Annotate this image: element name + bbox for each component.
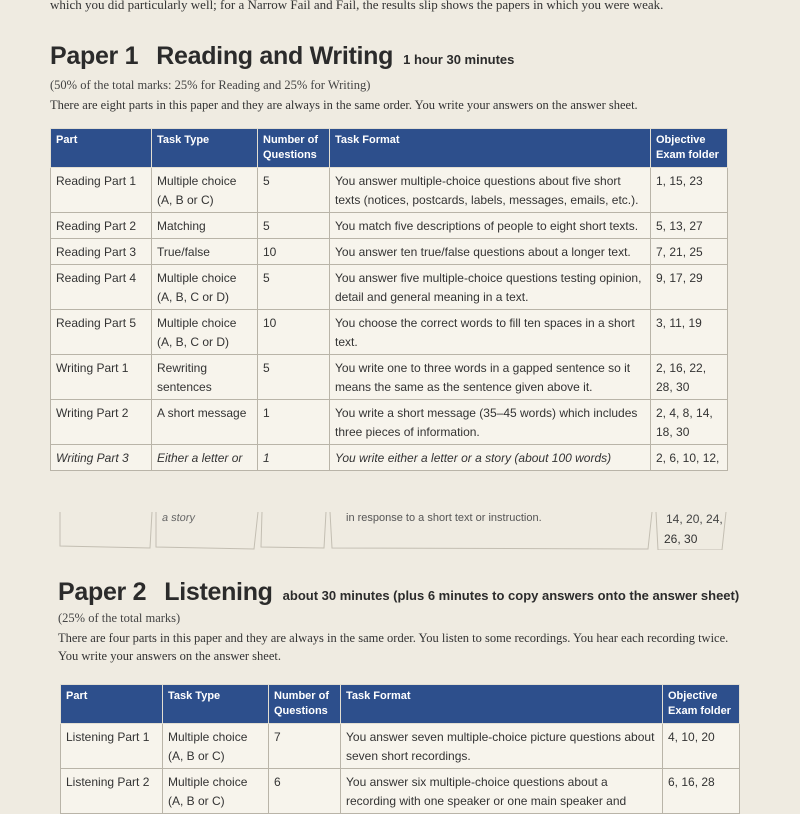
- cell-task-type: Rewriting sentences: [152, 355, 258, 400]
- cell-questions: 10: [258, 239, 330, 265]
- header-exam-folder: Objective Exam folder: [663, 685, 740, 724]
- header-task-type: Task Type: [163, 685, 269, 724]
- cell-questions: 1: [258, 400, 330, 445]
- cell-folder: 3, 11, 19: [651, 310, 728, 355]
- cell-format: You choose the correct words to fill ten spaces in a short text.: [330, 310, 651, 355]
- cell-format: You answer ten true/false questions about a longer text.: [330, 239, 651, 265]
- paper2-description: There are four parts in this paper and they are always in the same order. You listen to some recordings. You hear each recording twice. You write your answers on the answer sheet.: [58, 631, 729, 663]
- table-row: [51, 445, 728, 471]
- paper1-table-header: [51, 129, 728, 168]
- torn-table-fragment: [58, 510, 728, 550]
- cell-part: Listening Part 1: [61, 724, 163, 769]
- cell-task-type: Matching: [152, 213, 258, 239]
- cell-format: You write either a letter or a story (about 100 words): [330, 445, 651, 471]
- cell-folder: 9, 17, 29: [651, 265, 728, 310]
- table-row: [51, 310, 728, 355]
- cell-questions: 1: [258, 445, 330, 471]
- cell-part: Reading Part 2: [51, 213, 152, 239]
- cell-task-type: Multiple choice (A, B or C): [163, 769, 269, 814]
- cell-questions: 5: [258, 168, 330, 213]
- paper2-table: [60, 684, 740, 814]
- cell-format: You answer multiple-choice questions about five short texts (notices, postcards, labels, messages, emails, etc.).: [330, 168, 651, 213]
- cell-format: You write a short message (35–45 words) which includes three pieces of information.: [330, 400, 651, 445]
- cell-questions: 7: [269, 724, 341, 769]
- cell-task-type: Multiple choice (A, B or C): [152, 168, 258, 213]
- torn-task-type: a story: [161, 512, 196, 524]
- paper1-description: There are eight parts in this paper and they are always in the same order. You write your answers on the answer sheet.: [50, 98, 638, 112]
- header-number-of-questions: Number of Questions: [258, 129, 330, 168]
- cell-part: Reading Part 1: [51, 168, 152, 213]
- paper2-name: Listening: [164, 578, 273, 606]
- cell-folder: 2, 6, 10, 12,: [651, 445, 728, 471]
- table-row: [51, 239, 728, 265]
- header-part: Part: [51, 129, 152, 168]
- table-row: [51, 168, 728, 213]
- paper2-marks-note: (25% of the total marks): [58, 611, 181, 625]
- paper1-marks-note: (50% of the total marks: 25% for Reading and 25% for Writing): [50, 78, 371, 92]
- cell-folder: 2, 4, 8, 14, 18, 30: [651, 400, 728, 445]
- cell-part: Reading Part 4: [51, 265, 152, 310]
- cell-task-type: A short message: [152, 400, 258, 445]
- cell-task-type: True/false: [152, 239, 258, 265]
- header-task-format: Task Format: [330, 129, 651, 168]
- cell-questions: 10: [258, 310, 330, 355]
- cell-questions: 6: [269, 769, 341, 814]
- header-task-format: Task Format: [341, 685, 663, 724]
- cell-part: Writing Part 2: [51, 400, 152, 445]
- cell-format: You answer six multiple-choice questions about a recording with one speaker or one main speaker and: [341, 769, 663, 814]
- cell-task-type: Either a letter or: [152, 445, 258, 471]
- cell-task-type: Multiple choice (A, B, C or D): [152, 265, 258, 310]
- cell-part: Listening Part 2: [61, 769, 163, 814]
- header-part: Part: [61, 685, 163, 724]
- paper1-duration: 1 hour 30 minutes: [403, 52, 515, 67]
- cell-format: You answer five multiple-choice questions testing opinion, detail and general meaning in a text.: [330, 265, 651, 310]
- cell-part: Writing Part 3: [51, 445, 152, 471]
- table-row: [61, 724, 740, 769]
- cell-questions: 5: [258, 265, 330, 310]
- cell-part: Reading Part 3: [51, 239, 152, 265]
- header-exam-folder: Objective Exam folder: [651, 129, 728, 168]
- cell-folder: 7, 21, 25: [651, 239, 728, 265]
- paper2-table-header: [61, 685, 740, 724]
- cell-task-type: Multiple choice (A, B or C): [163, 724, 269, 769]
- intro-text: which you did particularly well; for a Narrow Fail and Fail, the results slip shows the papers in which you were weak.: [50, 0, 664, 12]
- cell-folder: 1, 15, 23: [651, 168, 728, 213]
- cell-folder: 4, 10, 20: [663, 724, 740, 769]
- cell-folder: 2, 16, 22, 28, 30: [651, 355, 728, 400]
- cell-task-type: Multiple choice (A, B, C or D): [152, 310, 258, 355]
- paper2-number: Paper 2: [58, 578, 147, 606]
- paper2-duration: about 30 minutes (plus 6 minutes to copy answers onto the answer sheet): [282, 588, 740, 603]
- table-row: [51, 355, 728, 400]
- torn-format: in response to a short text or instruction.: [346, 512, 542, 524]
- torn-folder-1: 14, 20, 24,: [666, 512, 723, 526]
- torn-folder-2: 26, 30: [664, 532, 698, 546]
- header-number-of-questions: Number of Questions: [269, 685, 341, 724]
- cell-format: You write one to three words in a gapped sentence so it means the same as the sentence given above it.: [330, 355, 651, 400]
- table-row: [51, 265, 728, 310]
- cell-folder: 6, 16, 28: [663, 769, 740, 814]
- paper1-heading: [50, 42, 514, 71]
- cell-questions: 5: [258, 355, 330, 400]
- cell-part: Writing Part 1: [51, 355, 152, 400]
- cell-folder: 5, 13, 27: [651, 213, 728, 239]
- header-task-type: Task Type: [152, 129, 258, 168]
- paper1-table: [50, 128, 728, 471]
- table-row: [51, 400, 728, 445]
- cell-part: Reading Part 5: [51, 310, 152, 355]
- paper2-heading: [58, 578, 739, 607]
- table-row: [51, 213, 728, 239]
- cell-format: You answer seven multiple-choice picture questions about seven short recordings.: [341, 724, 663, 769]
- paper1-number: Paper 1: [50, 42, 139, 70]
- cell-questions: 5: [258, 213, 330, 239]
- paper1-name: Reading and Writing: [156, 42, 394, 70]
- cell-format: You match five descriptions of people to eight short texts.: [330, 213, 651, 239]
- table-row: [61, 769, 740, 814]
